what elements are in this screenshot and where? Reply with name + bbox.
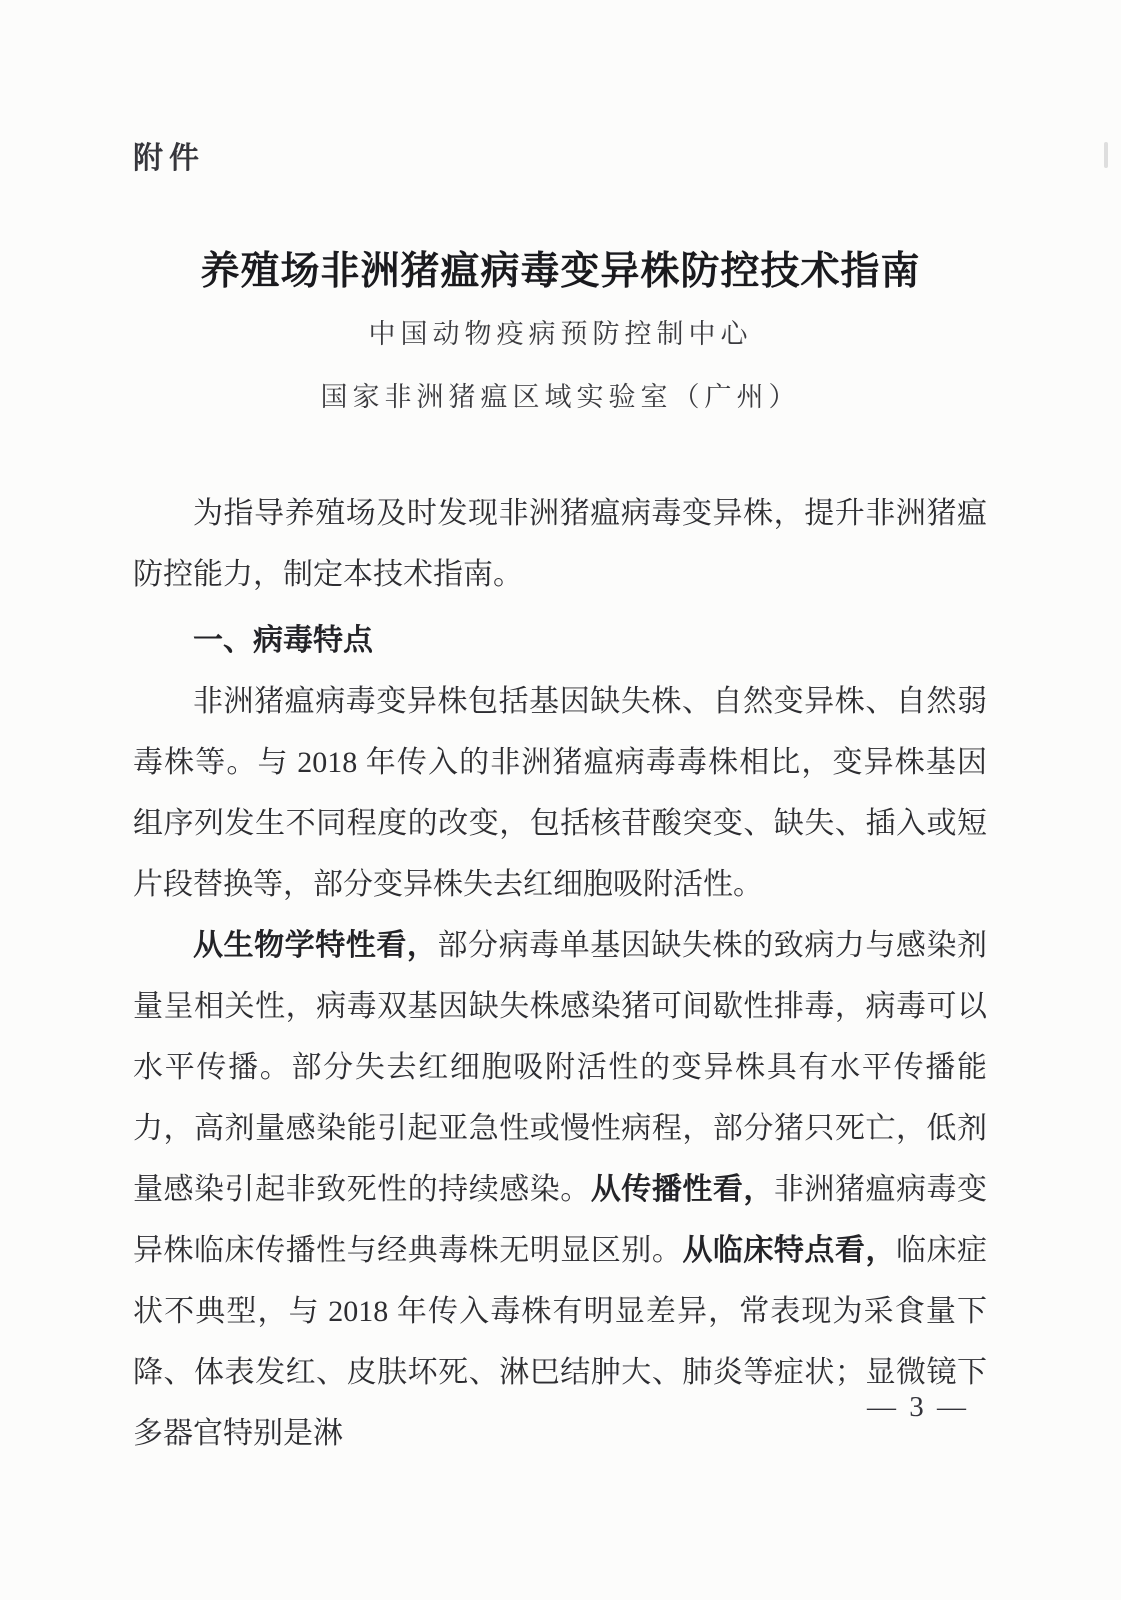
org-line-1: 中国动物疫病预防控制中心 (368, 319, 753, 349)
scan-artifact (1104, 142, 1108, 168)
section-heading-virus-features: 一、病毒特点 (193, 624, 373, 657)
virus-traits-paragraph (133, 915, 987, 1464)
document-title: 养殖场非洲猪瘟病毒变异株防控技术指南 (200, 250, 921, 294)
org-line-2: 国家非洲猪瘟区域实验室（广州） (320, 382, 801, 412)
text-segment-clinical: 临床症状不典型，与 2018 年传入毒株有明显差异，常表现为采食量下降、体表发红、皮肤坏死、淋巴结肿大、肺炎等症状；显微镜下多器官特别是淋 (133, 1234, 988, 1450)
text-segment-biology: 部分病毒单基因缺失株的致病力与感染剂量呈相关性，病毒双基因缺失株感染猪可间歇性排毒，病毒可以水平传播。部分失去红细胞吸附活性的变异株具有水平传播能力，高剂量感染能引起亚急性或慢性病程，部分猪只死亡，低剂量感染引起非致死性的持续感染。 (133, 929, 988, 1206)
attachment-label: 附件 (133, 142, 205, 175)
bold-phrase-biology: 从生物学特性看， (193, 929, 438, 962)
bold-phrase-clinical: 从临床特点看， (682, 1234, 896, 1267)
document-body (133, 483, 987, 1464)
virus-variants-paragraph: 非洲猪瘟病毒变异株包括基因缺失株、自然变异株、自然弱毒株等。与 2018 年传入的非洲猪瘟病毒毒株相比，变异株基因组序列发生不同程度的改变，包括核苷酸突变、缺失、插入或短片段替换等，部分变异株失去红细胞吸附活性。 (133, 685, 987, 901)
issuing-organizations (0, 303, 1121, 429)
page-number: — 3 — (867, 1391, 969, 1423)
intro-paragraph: 为指导养殖场及时发现非洲猪瘟病毒变异株，提升非洲猪瘟防控能力，制定本技术指南。 (133, 497, 987, 591)
text-segment-transmission: 非洲猪瘟病毒变异株临床传播性与经典毒株无明显区别。 (133, 1173, 988, 1267)
bold-phrase-transmission: 从传播性看， (590, 1173, 774, 1206)
